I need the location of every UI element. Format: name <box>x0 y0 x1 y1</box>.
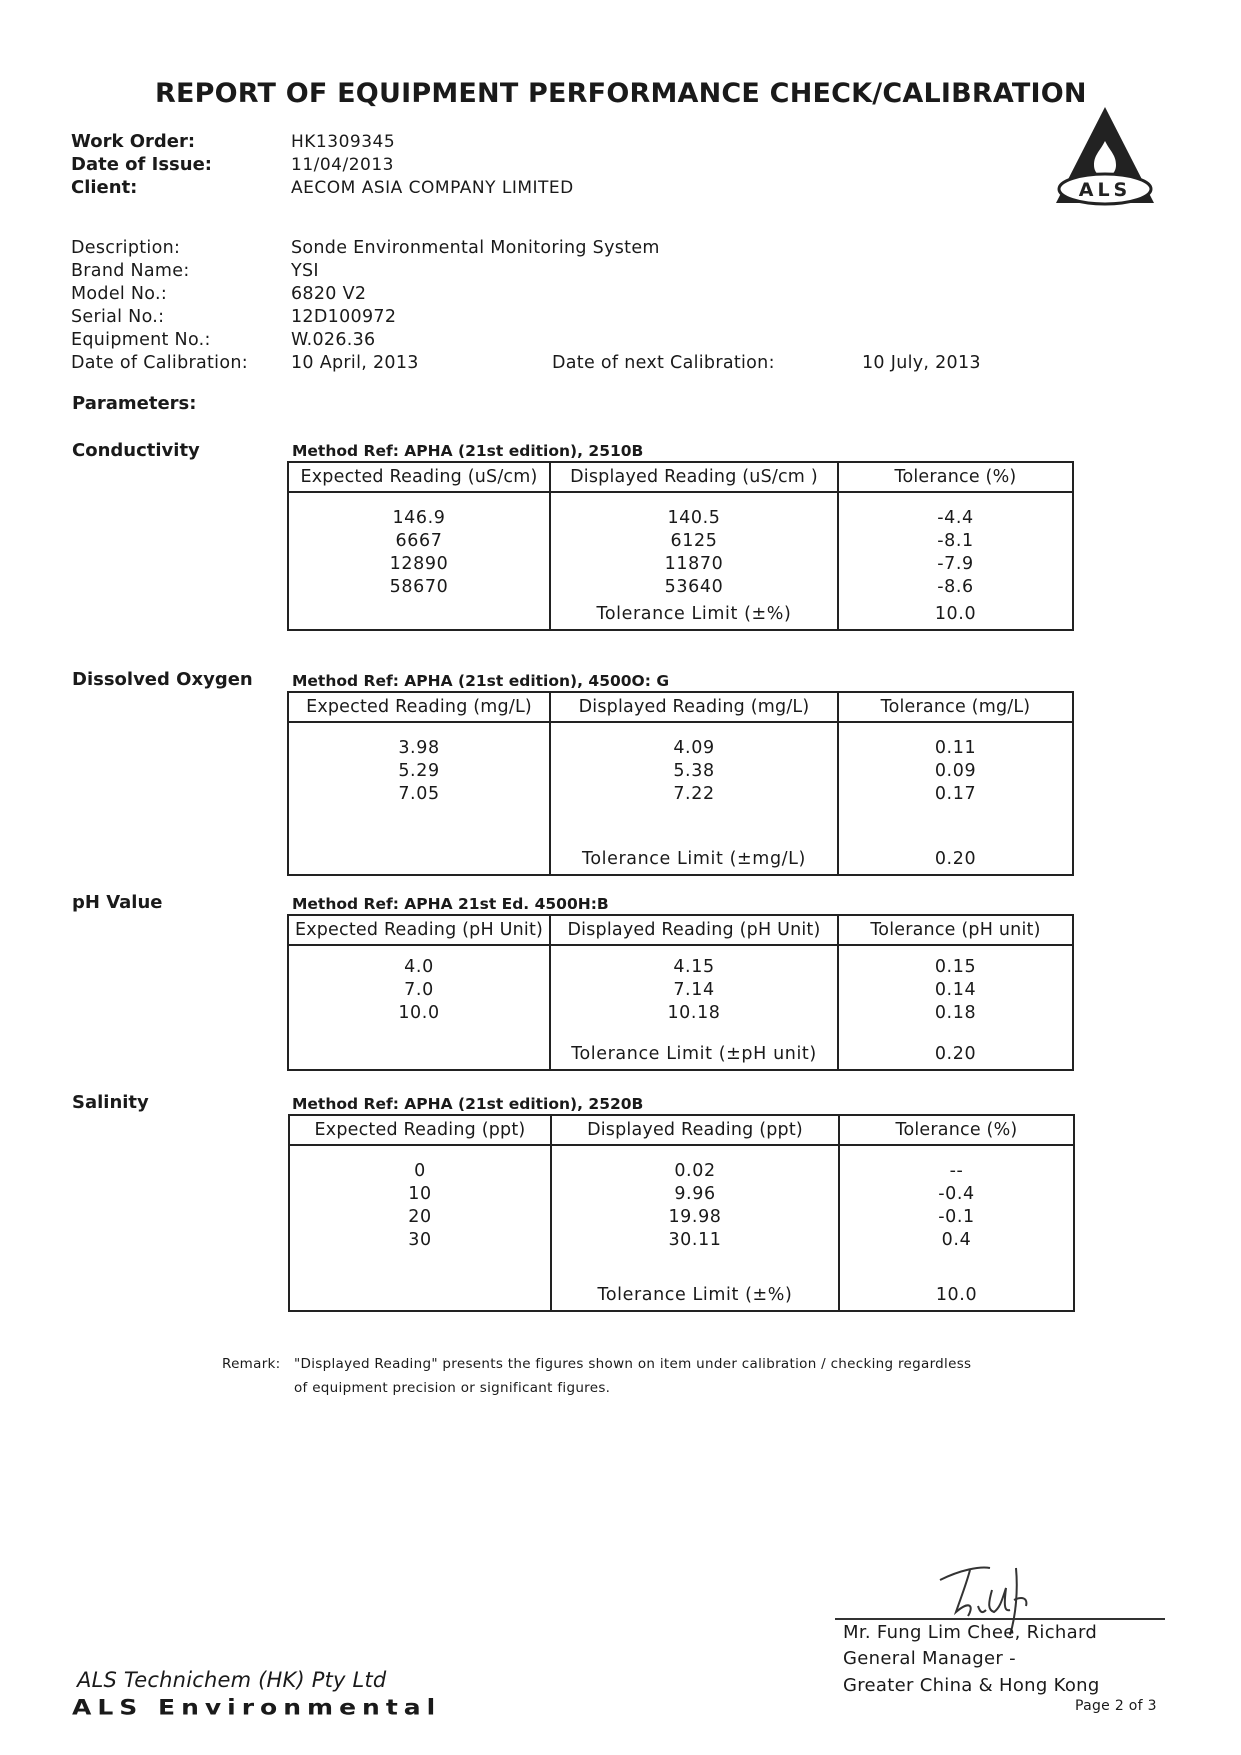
tolerance-cell: 0.18 <box>934 1003 977 1023</box>
expected-cell: 30 <box>408 1230 432 1250</box>
col-header-tolerance: Tolerance (%) <box>839 1115 1074 1145</box>
conductivity-table <box>287 461 1074 631</box>
description-label: Description: <box>71 238 181 258</box>
calibration-date-label: Date of Calibration: <box>71 353 248 373</box>
tolerance-cell: -4.4 <box>937 508 974 528</box>
work-order-value: HK1309345 <box>291 132 396 152</box>
ph-table <box>287 914 1074 1071</box>
displayed-cell: 30.11 <box>668 1230 722 1250</box>
serial-label: Serial No.: <box>71 307 165 327</box>
expected-cell: 7.05 <box>398 784 440 804</box>
displayed-cell: 0.02 <box>674 1161 716 1181</box>
col-header-displayed: Displayed Reading (uS/cm ) <box>550 462 838 492</box>
expected-cell: 10 <box>408 1184 432 1204</box>
section-ph-method: Method Ref: APHA 21st Ed. 4500H:B <box>292 895 609 913</box>
tolerance-cell: -0.1 <box>938 1207 975 1227</box>
remark-line-2: of equipment precision or significant figures. <box>294 1380 611 1396</box>
displayed-cell: 4.09 <box>673 738 715 758</box>
section-ph-name: pH Value <box>72 892 163 913</box>
tolerance-limit-value: 10.0 <box>839 1280 1074 1311</box>
remark-label: Remark: <box>222 1356 281 1372</box>
tolerance-limit-label: Tolerance Limit (±pH unit) <box>550 1039 838 1070</box>
brand-value: YSI <box>291 261 319 281</box>
work-order-label: Work Order: <box>71 131 196 152</box>
model-value: 6820 V2 <box>291 284 367 304</box>
displayed-cell: 10.18 <box>667 1003 721 1023</box>
tolerance-cell: -7.9 <box>937 554 974 574</box>
footer-brand: ALS Environmental <box>72 1695 442 1720</box>
col-header-displayed: Displayed Reading (ppt) <box>551 1115 839 1145</box>
expected-cell: 4.0 <box>404 957 434 977</box>
dissolved-oxygen-table <box>287 691 1074 876</box>
tolerance-cell: -8.1 <box>937 531 974 551</box>
col-header-expected: Expected Reading (uS/cm) <box>288 462 550 492</box>
expected-cell: 7.0 <box>404 980 434 1000</box>
displayed-cell: 6125 <box>670 531 718 551</box>
expected-cell: 146.9 <box>392 508 446 528</box>
tolerance-limit-value: 10.0 <box>838 599 1073 630</box>
displayed-cell: 19.98 <box>668 1207 722 1227</box>
col-header-tolerance: Tolerance (mg/L) <box>838 692 1073 722</box>
tolerance-cell: 0.17 <box>934 784 977 804</box>
expected-cell: 58670 <box>389 577 449 597</box>
tolerance-limit-value: 0.20 <box>838 844 1073 875</box>
section-dissolved-oxygen-method: Method Ref: APHA (21st edition), 4500O: G <box>292 672 670 690</box>
remark-line-1: "Displayed Reading" presents the figures shown on item under calibration / checking regardless <box>294 1356 972 1372</box>
signature-line <box>835 1618 1165 1620</box>
expected-cell: 12890 <box>389 554 449 574</box>
footer-company: ALS Technichem (HK) Pty Ltd <box>77 1668 387 1692</box>
page-number: Page 2 of 3 <box>1075 1698 1157 1714</box>
brand-label: Brand Name: <box>71 261 190 281</box>
displayed-cell: 5.38 <box>673 761 715 781</box>
date-of-issue-label: Date of Issue: <box>71 154 212 175</box>
logo-text: ALS <box>1078 179 1132 201</box>
model-label: Model No.: <box>71 284 168 304</box>
signatory-position: General Manager - <box>843 1648 1016 1669</box>
tolerance-cell: -8.6 <box>937 577 974 597</box>
parameters-label: Parameters: <box>72 393 197 414</box>
displayed-cell: 140.5 <box>667 508 721 528</box>
tolerance-cell: 0.09 <box>934 761 977 781</box>
expected-cell: 6667 <box>395 531 443 551</box>
tolerance-limit-value: 0.20 <box>838 1039 1073 1070</box>
displayed-cell: 11870 <box>664 554 724 574</box>
serial-value: 12D100972 <box>291 307 397 327</box>
section-dissolved-oxygen-name: Dissolved Oxygen <box>72 669 253 690</box>
equipment-no-value: W.026.36 <box>291 330 376 350</box>
section-conductivity-method: Method Ref: APHA (21st edition), 2510B <box>292 442 644 460</box>
salinity-table <box>288 1114 1075 1312</box>
expected-cell: 5.29 <box>398 761 440 781</box>
col-header-expected: Expected Reading (ppt) <box>289 1115 551 1145</box>
tolerance-cell: 0.11 <box>934 738 977 758</box>
client-label: Client: <box>71 177 138 198</box>
displayed-cell: 9.96 <box>674 1184 716 1204</box>
description-value: Sonde Environmental Monitoring System <box>291 238 660 258</box>
calibration-date-value: 10 April, 2013 <box>291 353 419 373</box>
displayed-cell: 7.14 <box>673 980 715 1000</box>
tolerance-cell: -- <box>949 1161 964 1181</box>
client-value: AECOM ASIA COMPANY LIMITED <box>291 178 574 198</box>
expected-cell: 3.98 <box>398 738 440 758</box>
next-calibration-label: Date of next Calibration: <box>552 353 775 373</box>
col-header-displayed: Displayed Reading (pH Unit) <box>550 915 838 945</box>
section-salinity-name: Salinity <box>72 1092 149 1113</box>
signatory-name: Mr. Fung Lim Chee, Richard <box>843 1622 1098 1643</box>
col-header-displayed: Displayed Reading (mg/L) <box>550 692 838 722</box>
tolerance-cell: 0.14 <box>934 980 977 1000</box>
tolerance-cell: -0.4 <box>938 1184 975 1204</box>
col-header-expected: Expected Reading (pH Unit) <box>288 915 550 945</box>
report-title: REPORT OF EQUIPMENT PERFORMANCE CHECK/CALIBRATION <box>155 78 1087 109</box>
section-salinity-method: Method Ref: APHA (21st edition), 2520B <box>292 1095 644 1113</box>
date-of-issue-value: 11/04/2013 <box>291 155 394 175</box>
col-header-tolerance: Tolerance (pH unit) <box>838 915 1073 945</box>
tolerance-limit-label: Tolerance Limit (±%) <box>551 1280 839 1311</box>
displayed-cell: 53640 <box>664 577 724 597</box>
tolerance-limit-label: Tolerance Limit (±%) <box>550 599 838 630</box>
expected-cell: 10.0 <box>398 1003 440 1023</box>
expected-cell: 0 <box>414 1161 426 1181</box>
next-calibration-value: 10 July, 2013 <box>862 353 981 373</box>
tolerance-limit-label: Tolerance Limit (±mg/L) <box>550 844 838 875</box>
section-conductivity-name: Conductivity <box>72 440 200 461</box>
expected-cell: 20 <box>408 1207 432 1227</box>
col-header-tolerance: Tolerance (%) <box>838 462 1073 492</box>
displayed-cell: 7.22 <box>673 784 715 804</box>
tolerance-cell: 0.15 <box>934 957 977 977</box>
equipment-no-label: Equipment No.: <box>71 330 211 350</box>
signatory-region: Greater China & Hong Kong <box>843 1675 1100 1696</box>
tolerance-cell: 0.4 <box>941 1230 972 1250</box>
als-logo <box>1050 103 1160 208</box>
displayed-cell: 4.15 <box>673 957 715 977</box>
col-header-expected: Expected Reading (mg/L) <box>288 692 550 722</box>
